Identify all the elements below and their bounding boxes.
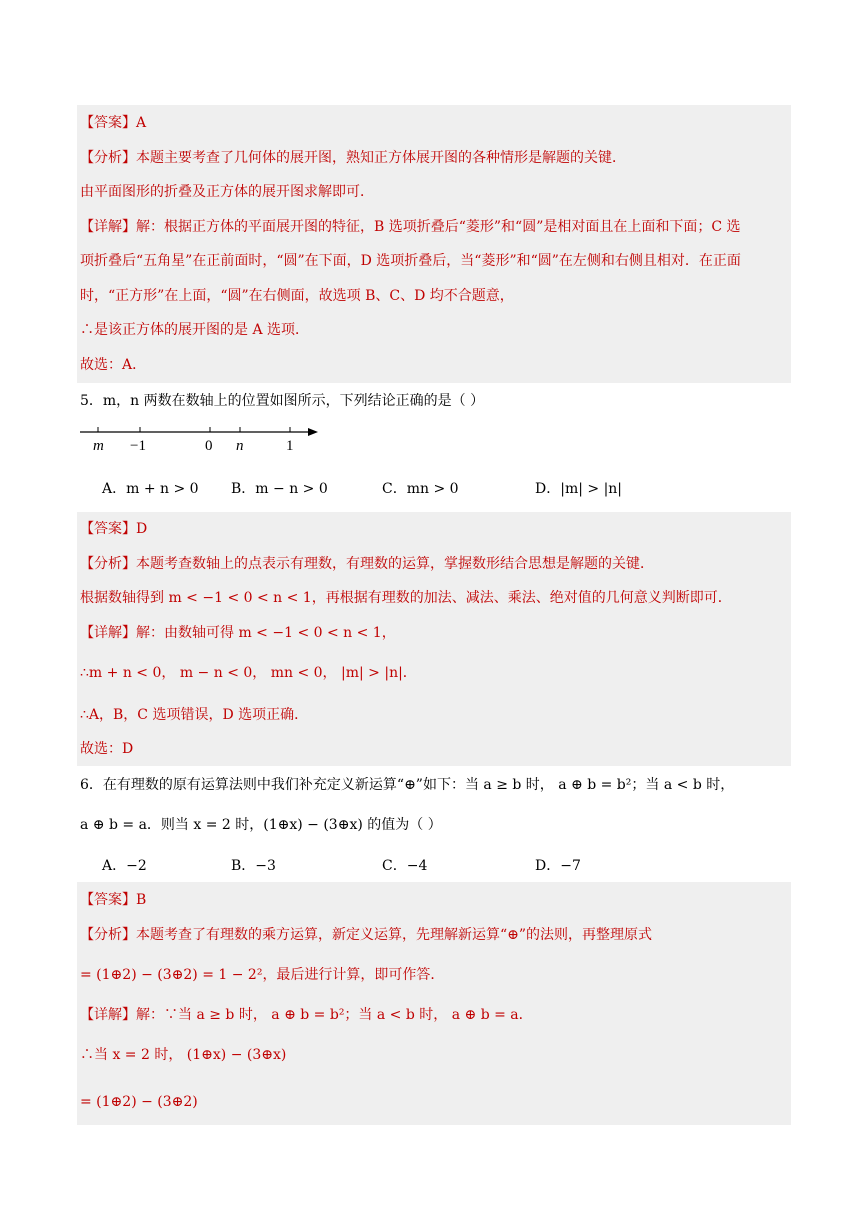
detail-6-line2: ∴当 x = 2 时， (1⊕x) − (3⊕x): [80, 1047, 287, 1063]
detail-6-line3: = (1⊕2) − (3⊕2): [80, 1094, 198, 1110]
q6-option-d: D．−7: [535, 858, 581, 874]
answer-block-4: [77, 105, 791, 383]
analysis-5: 【分析】本题考查数轴上的点表示有理数，有理数的运算，掌握数形结合思想是解题的关键．: [80, 556, 654, 572]
q5-option-d: D．|m| > |n|: [535, 481, 623, 497]
q5-option-a: A．m + n > 0: [102, 481, 199, 497]
detail-6-line1: 【详解】解：∵当 a ≥ b 时， a ⊕ b = b²；当 a < b 时， a ⊕ b = a．: [80, 1007, 533, 1023]
detail-5-line3: ∴A，B，C 选项错误，D 选项正确．: [80, 707, 309, 723]
analysis-5-line2: 根据数轴得到 m < −1 < 0 < n < 1，再根据有理数的加法、减法、乘法、绝对值的几何意义判断即可．: [80, 590, 732, 606]
q6-option-b: B．−3: [231, 858, 276, 874]
answer-4-label: 【答案】A: [80, 115, 147, 131]
label-1: 1: [286, 438, 294, 454]
answer-5-label: 【答案】D: [80, 521, 148, 537]
q5-option-c: C．mn > 0: [382, 481, 459, 497]
q6-option-c: C．−4: [382, 858, 428, 874]
detail-4-line2: 项折叠后“五角星”在正前面时，“圆”在下面，D 选项折叠后，当“菱形”和“圆”在左侧和右侧且相对．在正面: [80, 253, 741, 269]
number-line: [78, 424, 338, 454]
label-m: m: [93, 438, 104, 454]
choose-4: 故选：A．: [80, 357, 147, 373]
detail-4-line1: 【详解】解：根据正方体的平面展开图的特征，B 选项折叠后“菱形”和“圆”是相对面且在上面和下面；C 选: [80, 219, 741, 235]
answer-block-6: [77, 882, 791, 1125]
choose-5: 故选：D: [80, 741, 134, 757]
label-n: n: [236, 438, 244, 454]
answer-6-label: 【答案】B: [80, 892, 147, 908]
number-line-arrow: [308, 428, 318, 436]
analysis-6: 【分析】本题考查了有理数的乘方运算，新定义运算，先理解新运算“⊕”的法则，再整理原式: [80, 927, 653, 943]
analysis-6-line2: = (1⊕2) − (3⊕2) = 1 − 2²，最后进行计算，即可作答．: [80, 967, 445, 983]
q6-option-a: A．−2: [102, 858, 147, 874]
q5-option-b: B．m − n > 0: [231, 481, 328, 497]
question-6-stem-line1: 6．在有理数的原有运算法则中我们补充定义新运算“⊕”如下：当 a ≥ b 时， a ⊕ b = b²；当 a < b 时，: [80, 777, 735, 793]
analysis-4: 【分析】本题主要考查了几何体的展开图，熟知正方体展开图的各种情形是解题的关键．: [80, 150, 626, 166]
detail-4-line3: 时，“正方形”在上面，“圆”在右侧面，故选项 B、C、D 均不合题意，: [80, 288, 514, 304]
label-neg1: −1: [130, 438, 146, 454]
question-6-stem-line2: a ⊕ b = a．则当 x = 2 时，(1⊕x) − (3⊕x) 的值为（ ）: [80, 817, 442, 833]
question-5-stem: 5．m，n 两数在数轴上的位置如图所示，下列结论正确的是（ ）: [80, 393, 485, 409]
detail-5-line1: 【详解】解：由数轴可得 m < −1 < 0 < n < 1，: [80, 625, 396, 641]
detail-5-line2: ∴m + n < 0， m − n < 0， mn < 0， |m| > |n|．: [80, 665, 417, 681]
label-0: 0: [205, 438, 213, 454]
detail-4-line4: ∴是该正方体的展开图的是 A 选项．: [80, 322, 310, 338]
analysis-4-line2: 由平面图形的折叠及正方体的展开图求解即可．: [80, 184, 374, 200]
